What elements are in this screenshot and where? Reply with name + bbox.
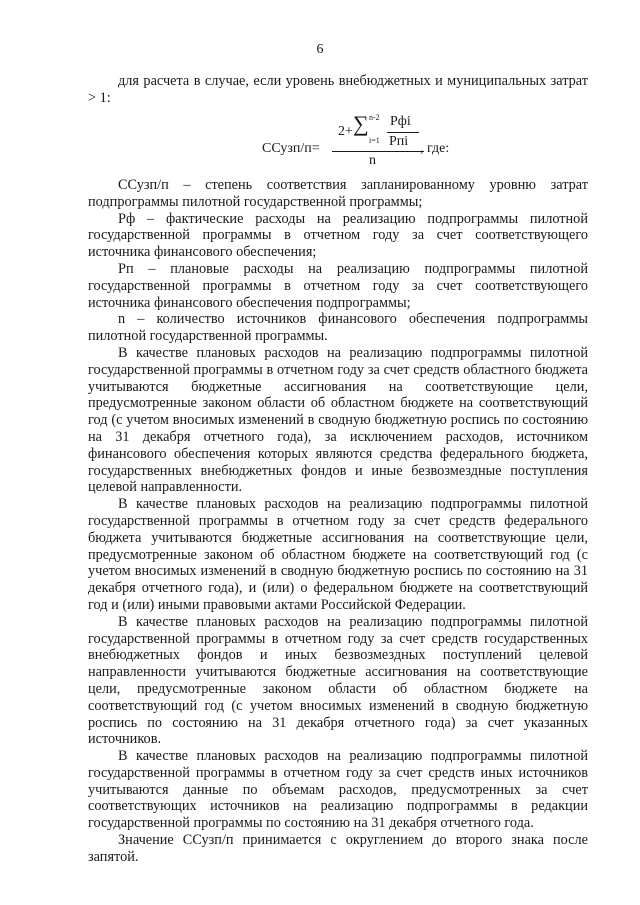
paragraph-rounding: Значение ССузп/п принимается с округлением до второго знака после запятой.	[88, 832, 588, 865]
formula-sigma-symbol: ∑	[353, 111, 369, 136]
formula-inner-fraction-denominator: Рпi	[389, 134, 409, 149]
formula-sum-lower-limit: i=1	[369, 136, 380, 145]
paragraph-extrabudgetary-funds: В качестве плановых расходов на реализацию подпрограммы пилотной государственной программы в отчетном году за счет средств государственных внебюджетных фондов и иных безвозмездных поступлений целевой направленности учитываются бюджетные ассигнования на соответствующие цели, предусмотренные законом области об областном бюджете на соответствующий год (с учетом вносимых изменений в сводную бюджетную роспись по состоянию на 31 декабря отчетного года) за счет указанных источников.	[88, 613, 588, 748]
formula	[262, 110, 522, 174]
page-number: 6	[316, 42, 324, 57]
body-text-block	[88, 177, 588, 866]
definition-rp: Рп – плановые расходы на реализацию подпрограммы пилотной государственной программы в отчетном году за счет соответствующего источника финансового обеспечения подпрограммы;	[88, 260, 588, 311]
formula-inner-fraction-bar	[387, 132, 419, 133]
definition-n: n – количество источников финансового обеспечения подпрограммы пилотной государственной программы.	[88, 311, 588, 345]
formula-main-fraction-bar	[332, 151, 424, 152]
paragraph-federal-budget: В качестве плановых расходов на реализацию подпрограммы пилотной государственной программы в отчетном году за счет средств федерального бюджета учитываются бюджетные ассигнования на соответствующие цели, предусмотренные законом об областном бюджете на соответствующий год (с учетом вносимых изменений в сводную бюджетную роспись по состоянию на 31 декабря отчетного года), и (или) о федеральном бюджете на соответствующий год и (или) иными правовыми актами Российской Федерации.	[88, 496, 588, 613]
definition-rf: Рф – фактические расходы на реализацию подпрограммы пилотной государственной программы в отчетном году за счет соответствующего источника финансового обеспечения;	[88, 210, 588, 261]
formula-suffix: , где:	[420, 141, 450, 156]
intro-text-block	[88, 73, 588, 107]
paragraph-other-sources: В качестве плановых расходов на реализацию подпрограммы пилотной государственной программы в отчетном году за счет средств иных источников учитываются данные по объемам расходов, предусмотренных за счет соответствующих источников на реализацию подпрограммы в редакции государственной программы по состоянию на 31 декабря отчетного года.	[88, 748, 588, 832]
formula-sum-upper-limit: n-2	[369, 113, 380, 122]
intro-paragraph: для расчета в случае, если уровень внебюджетных и муниципальных затрат > 1:	[88, 73, 588, 106]
formula-numerator-constant: 2+	[338, 124, 353, 139]
formula-inner-fraction-numerator: Рфi	[390, 114, 411, 129]
definition-ssuzp: ССузп/п – степень соответствия запланированному уровню затрат подпрограммы пилотной государственной программы;	[88, 177, 588, 210]
formula-denominator: n	[369, 153, 376, 168]
formula-lhs: ССузп/п=	[262, 141, 320, 156]
paragraph-regional-budget: В качестве плановых расходов на реализацию подпрограммы пилотной государственной программы в отчетном году за счет средств областного бюджета учитываются бюджетные ассигнования на соответствующие цели, предусмотренные законом области об областном бюджете на соответствующий год (с учетом вносимых изменений в сводную бюджетную роспись по состоянию на 31 декабря отчетного года), за исключением расходов, источником финансового обеспечения которых являются средства федерального бюджета, государственных внебюджетных фондов и иные безвозмездные поступления целевой направленности.	[88, 344, 588, 496]
